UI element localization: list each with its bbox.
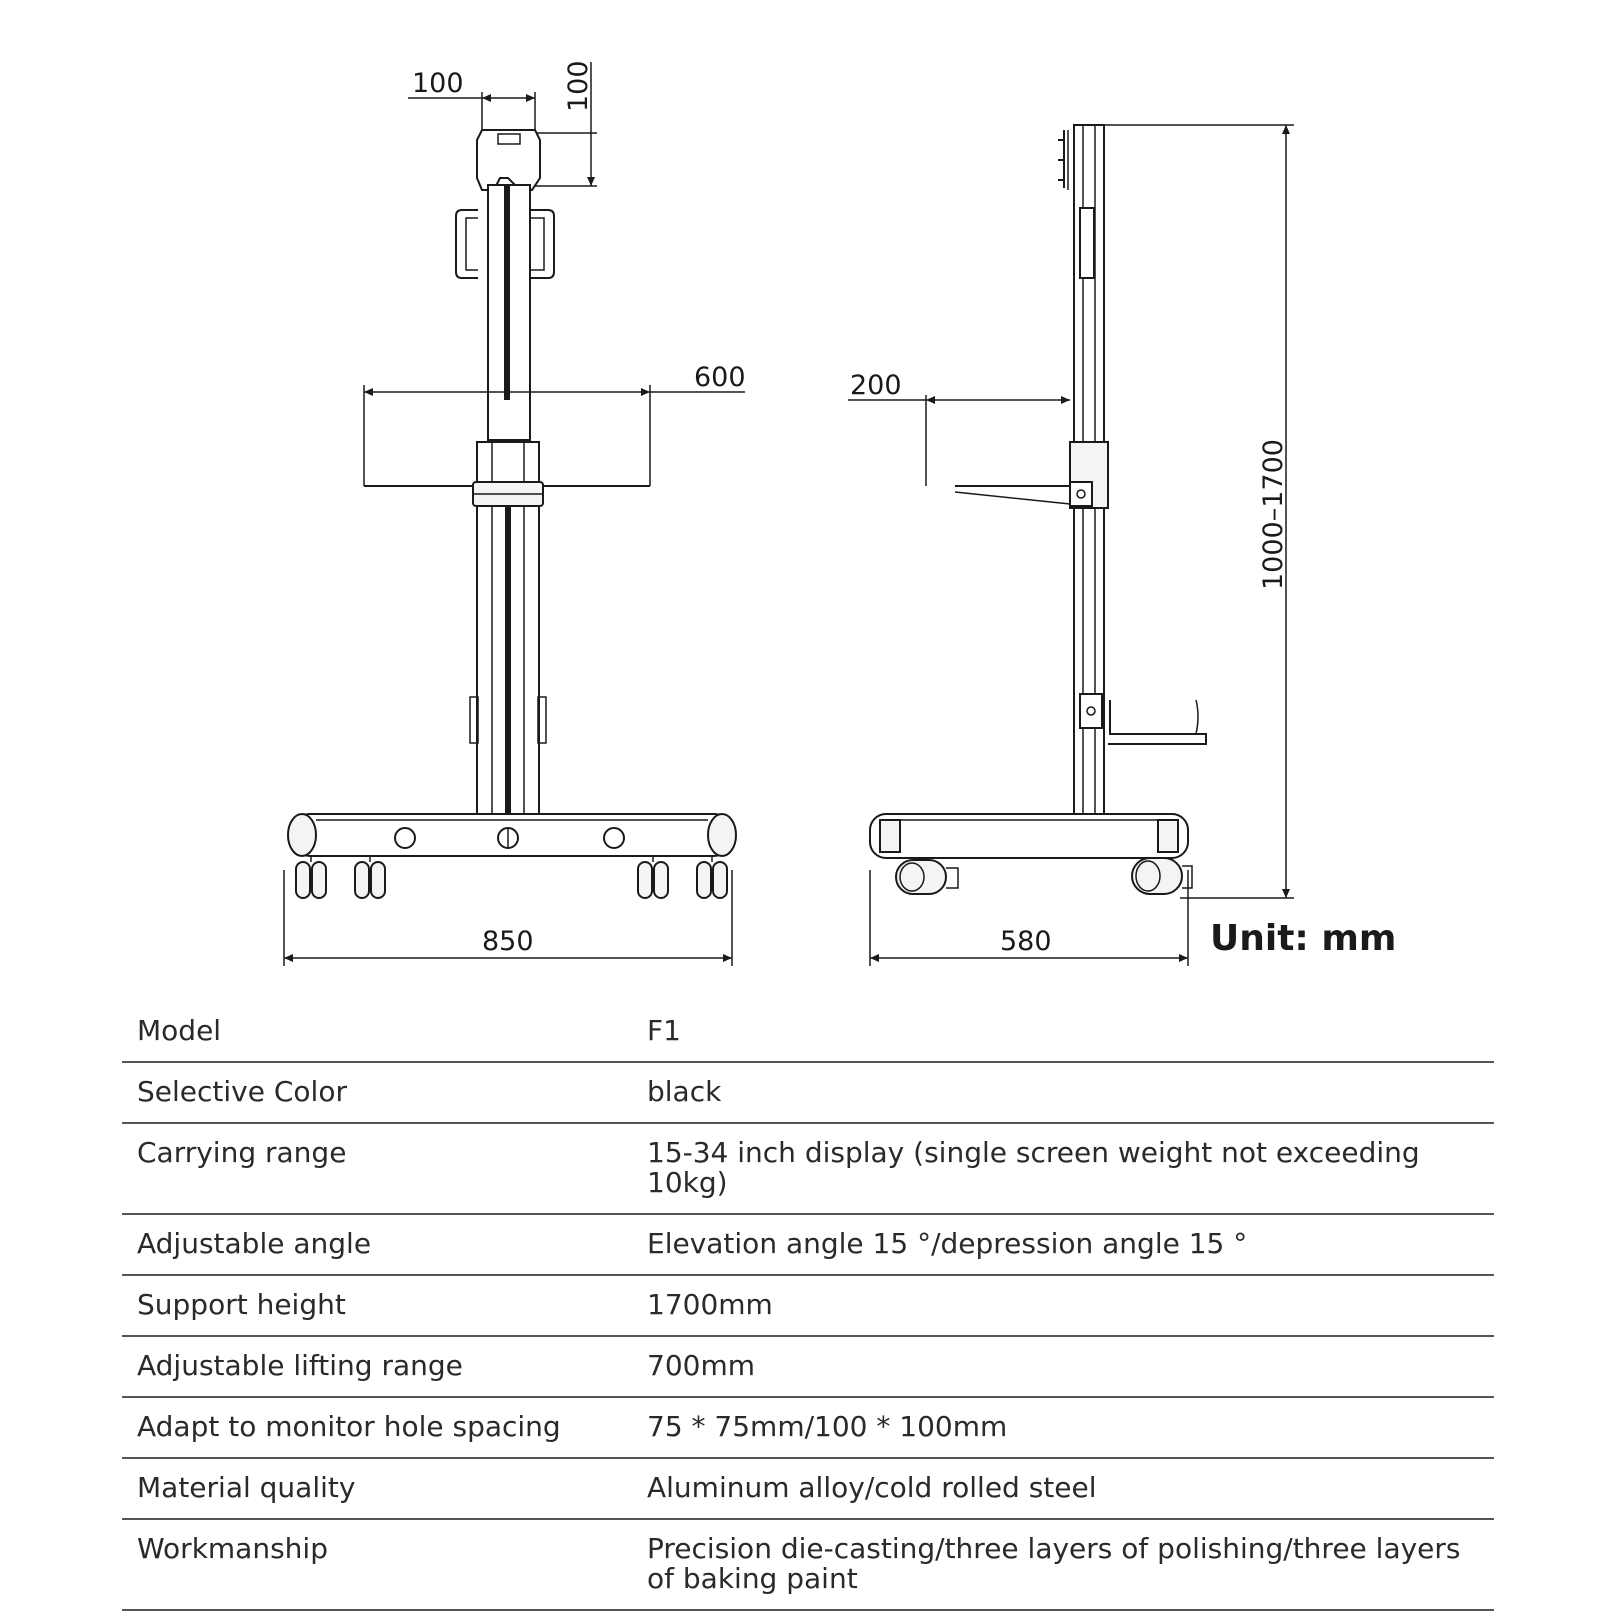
spec-value: 700mm xyxy=(632,1336,1494,1397)
spec-value: 1700mm xyxy=(632,1275,1494,1336)
spec-table xyxy=(122,1002,1494,1611)
table-row xyxy=(122,1458,1494,1519)
dim-height-range: 1000–1700 xyxy=(1258,439,1289,590)
spec-value: Precision die-casting/three layers of polishing/three layers of baking paint xyxy=(632,1519,1494,1610)
dim-top-plate-height: 100 xyxy=(563,60,594,112)
table-row xyxy=(122,1336,1494,1397)
dim-top-plate-width: 100 xyxy=(412,68,464,99)
caster-icon xyxy=(296,856,727,898)
table-row xyxy=(122,1062,1494,1123)
spec-label: Adjustable lifting range xyxy=(122,1336,632,1397)
spec-label: Model xyxy=(122,1002,632,1062)
spec-value: F1 xyxy=(632,1002,1494,1062)
dim-base-depth: 580 xyxy=(1000,926,1052,957)
spec-label: Selective Color xyxy=(122,1062,632,1123)
unit-label: Unit: mm xyxy=(1210,918,1397,959)
spec-value: black xyxy=(632,1062,1494,1123)
spec-label: Carrying range xyxy=(122,1123,632,1214)
table-row xyxy=(122,1214,1494,1275)
caster-icon xyxy=(896,858,1192,894)
spec-label: Support height xyxy=(122,1275,632,1336)
table-row xyxy=(122,1397,1494,1458)
table-row xyxy=(122,1275,1494,1336)
spec-label: Material quality xyxy=(122,1458,632,1519)
spec-value: Aluminum alloy/cold rolled steel xyxy=(632,1458,1494,1519)
spec-value: Elevation angle 15 °/depression angle 15 ° xyxy=(632,1214,1494,1275)
dim-shelf-width: 600 xyxy=(694,362,746,393)
table-row xyxy=(122,1123,1494,1214)
spec-value: 75 * 75mm/100 * 100mm xyxy=(632,1397,1494,1458)
dim-base-width: 850 xyxy=(482,926,534,957)
spec-value: 15-34 inch display (single screen weight not exceeding 10kg) xyxy=(632,1123,1494,1214)
spec-label: Adapt to monitor hole spacing xyxy=(122,1397,632,1458)
side-view xyxy=(848,125,1294,966)
table-row xyxy=(122,1519,1494,1610)
spec-label: Workmanship xyxy=(122,1519,632,1610)
front-view xyxy=(284,60,746,966)
spec-label: Adjustable angle xyxy=(122,1214,632,1275)
table-row xyxy=(122,1002,1494,1062)
dim-shelf-depth: 200 xyxy=(850,370,902,401)
